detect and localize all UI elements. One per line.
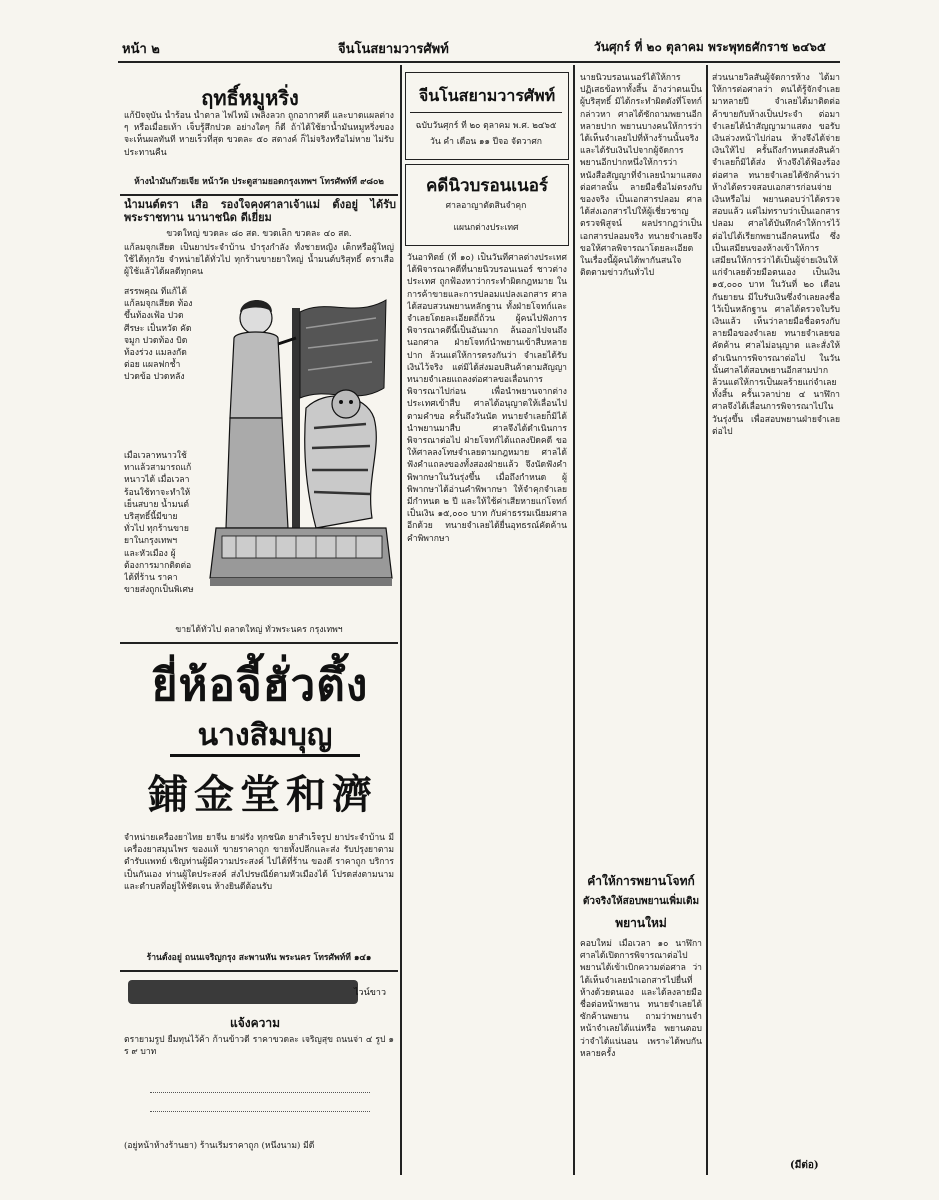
ad1-body: แก้ปัจจุบัน น้ำร้อน น้ำตาล ไฟไหม้ เพลิงลวก ถูกอากาศดี และบาดแผลต่าง ๆ หรือเมื่อยเท้า เจ็บรู้สึกปวด อย่างใดๆ ก็ดี ถ้าได้ใช้ยาน้ำมันหมูหริ่งของ จะเห็นผลทันที หายเร็วที่สุด ขวดละ ๕๐ สตางค์ ก็ไม่จริงหรือไม่หาย ไม่รับประทานคืน <box>124 111 394 158</box>
ad4-banner-label: ไวน์ขาว <box>354 988 386 998</box>
column-divider <box>706 65 708 1175</box>
article-title: คดีนิวบรอนเนอร์ <box>425 176 549 196</box>
ad2-body: แก้ลมจุกเสียด เป็นยาประจำบ้าน บำรุงกำลัง ทั้งชายหญิง เด็กหรือผู้ใหญ่ ใช้ได้ทุกวัย จำหน่ายได้ทั่วไป ทุกร้านขายยาใหญ่ น้ำมนต์บริสุทธิ์ ตราเสือ ผู้ใช้แล้วได้ผลดีทุกคน <box>124 243 394 278</box>
page-number: หน้า ๒ <box>122 42 160 57</box>
article-column-3-continued: คอบใหม่ เมื่อเวลา ๑๐ นาฬิกา ศาลได้เปิดการพิจารณาต่อไป พยานได้เข้าเบิกความต่อศาล ว่าได้เห็นจำเลยนำเอกสารไปยื่นที่ห้างด้วยตนเอง และได้ลงลายมือชื่อต่อหน้าพยาน ทนายจำเลยได้ซักค้านพยาน ถามว่าพยานจำหน้าจำเลยได้แน่หรือ พยานตอบว่าจำได้แน่นอน เพราะได้พบกันหลายครั้ง <box>580 939 702 1059</box>
divider-line <box>120 970 398 972</box>
article-sub: แผนกต่างประเทศ <box>453 223 519 233</box>
ad3-title: ยี่ห้อจี้ฮั่วตึ้ง <box>151 660 369 711</box>
article-column-3: นายนิวบรอนเนอร์ได้ให้การปฏิเสธข้อหาทั้งสิ้น อ้างว่าตนเป็นผู้บริสุทธิ์ มิได้กระทำผิดดังที่โจทก์กล่าวหา ศาลได้ซักถามพยานอีกหลายปาก พยานบางคนให้การว่า ได้เห็นจำเลยไปที่ห้างร้านนั้นจริง และได้รับเงินไปจากผู้จัดการ พยานอีกปากหนึ่งให้การว่า หนังสือสัญญาที่จำเลยนำมาแสดงต่อศาลนั้น ลายมือชื่อไม่ตรงกับของจริง เป็นเอกสารปลอม ศาลได้ส่งเอกสารไปให้ผู้เชี่ยวชาญตรวจพิสูจน์ ผลปรากฏว่าเป็นเอกสารปลอมจริง ทนายจำเลยจึงขอให้ศาลพิจารณาโดยละเอียด ในเรื่องนี้ผู้คนได้พากันสนใจติดตามข่าวกันทั่วไป <box>580 73 702 279</box>
article-column-4: ส่วนนายวิลสันผู้จัดการห้าง ได้มาให้การต่อศาลว่า ตนได้รู้จักจำเลยมาหลายปี จำเลยได้มาติดต่อค้าขายกับห้างเป็นประจำ ต่อมาจำเลยได้นำสัญญามาแสดง ขอรับเงินล่วงหน้าไปก่อน ห้างจึงได้จ่ายเงินให้ไป ครั้นถึงกำหนดส่งสินค้า จำเลยก็มิได้ส่ง ห้างจึงได้ฟ้องร้องต่อศาล ทนายจำเลยได้ซักค้านว่าห้างได้ตรวจสอบเอกสารก่อนจ่ายเงินหรือไม่ พยานตอบว่าได้ตรวจสอบแล้ว แต่ไม่ทราบว่าเป็นเอกสารปลอม ศาลได้บันทึกคำให้การไว้ ต่อไปได้เรียกพยานอีกคนหนึ่ง ซึ่งเป็นเสมียนของห้างเข้าให้การ เสมียนให้การว่าได้เป็นผู้จ่ายเงินให้แก่จำเลยด้วยมือตนเอง เป็นเงิน ๑๕,๐๐๐ บาท ในวันที่ ๒๐ เดือนกันยายน มีใบรับเงินซึ่งจำเลยลงชื่อไว้เป็นหลักฐาน ศาลได้ตรวจใบรับเงินแล้ว เห็นว่าลายมือชื่อตรงกับลายมือของจำเลย ทนายจำเลยขอคัดค้าน ศาลไม่อนุญาต และสั่งให้ดำเนินการพิจารณาต่อไป ในวันนั้นศาลได้สอบพยานอีกสามปาก ล้วนแต่ให้การเป็นผลร้ายแก่จำเลยทั้งสิ้น ครั้นเวลาบ่าย ๔ นาฬิกา ศาลจึงได้เลื่อนการพิจารณาไปในวันรุ่งขึ้น เพื่อสอบพยานฝ่ายจำเลยต่อไป <box>712 73 840 437</box>
ad4-footer: (อยู่หน้าห้างร้านยา) ร้านเริ่มราคาถูก (หนึ่งนาม) มีดี <box>124 1141 315 1151</box>
ad3-footer: ร้านตั้งอยู่ ถนนเจริญกรุง สะพานหัน พระนคร โทรศัพท์ที่ ๑๔๑ <box>146 953 372 963</box>
subsection-line-3: พยานใหม่ <box>615 916 667 930</box>
ad4-title: แจ้งความ <box>229 1016 281 1030</box>
masthead-issue-line: ฉบับวันศุกร์ ที่ ๒๐ ตุลาคม พ.ศ. ๒๔๖๕ <box>415 121 557 131</box>
illustration-below-text: เมื่อเวลาหนาวใช้ทาแล้วสามารถแก้หนาวได้ เมื่อเวลาร้อนใช้ทาจะทำให้เย็นสบาย น้ำมนต์บริสุทธิ์นี้มีขายทั่วไป ทุกร้านขายยาในกรุงเทพฯ และหัวเมือง ผู้ต้องการมากติดต่อได้ที่ร้าน ราคาขายส่งถูกเป็นพิเศษ <box>124 451 194 596</box>
masthead-rule <box>410 112 562 113</box>
column-divider <box>400 65 402 1175</box>
ad1-title: ฤทธิ์หมูหริ่ง <box>201 86 299 110</box>
illustration-list: สรรพคุณ ที่แก้ได้ แก้ลมจุกเสียด ท้องขึ้นท้องเฟ้อ ปวดศีรษะ เป็นหวัด คัดจมูก ปวดท้อง บิด ท้องร่วง แมลงกัดต่อย แผลฟกช้ำ ปวดข้อ ปวดหลัง <box>124 287 193 383</box>
illustration-caption: ขายได้ทั่วไป ตลาดใหญ่ ทั่วพระนคร กรุงเทพฯ <box>175 625 343 635</box>
date-line: วันศุกร์ ที่ ๒๐ ตุลาคม พระพุทธศักราช ๒๔๖๕ <box>594 40 826 54</box>
ad2-price: ขวดใหญ่ ขวดละ ๘๐ สต. ขวดเล็ก ขวดละ ๔๐ สต. <box>166 229 352 239</box>
article-column-2: วันอาทิตย์ (ที่ ๑๐) เป็นวันที่ศาลต่างประเทศ ได้พิจารณาคดีที่นายนิวบรอนเนอร์ ชาวต่างประเทศ ถูกฟ้องหาว่ากระทำผิดกฎหมาย ในการค้าขายและการปลอมแปลงเอกสาร ศาลได้สอบสวนพยานหลักฐาน ทั้งฝ่ายโจทก์และจำเลยโดยละเอียดถี่ถ้วน ผู้คนไปฟังการพิจารณาคดีนี้เป็นอันมาก ล้นออกไปจนถึงนอกศาล ฝ่ายโจทก์นำพยานเข้าสืบหลายปาก ล้วนแต่ให้การตรงกันว่า จำเลยได้รับเงินไว้จริง แต่มิได้ส่งมอบสินค้าตามสัญญา ทนายจำเลยแถลงต่อศาลขอเลื่อนการพิจารณาไปก่อน เพื่อนำพยานจากต่างประเทศเข้าสืบ ศาลได้อนุญาตให้เลื่อนไปตามคำขอ ครั้นถึงวันนัด ทนายจำเลยก็มิได้นำพยานมาสืบ ศาลจึงได้ดำเนินการพิจารณาต่อไป ฝ่ายโจทก์ได้แถลงปิดคดี ขอให้ศาลลงโทษจำเลยตามกฎหมาย ศาลได้ฟังคำแถลงของทั้งสองฝ่ายแล้ว จึงนัดฟังคำพิพากษาในวันรุ่งขึ้น เมื่อถึงกำหนด ผู้พิพากษาได้อ่านคำพิพากษา ให้จำคุกจำเลยมีกำหนด ๒ ปี และให้ใช้ค่าเสียหายแก่โจทก์เป็นเงิน ๑๕,๐๐๐ บาท กับค่าธรรมเนียมศาลอีกด้วย ทนายจำเลยได้ยื่นอุทธรณ์คัดค้านคำพิพากษา <box>407 253 567 544</box>
ad4-body: ตรายามรูป ยืมทุนไว้ค้า ก้านข้าวดี ราคาขวดละ เจริญสุข ถนนจ่า ๔ รูป ๑ ร ๙ บาท <box>124 1035 394 1058</box>
masthead-title: จีนโนสยามวารศัพท์ <box>418 86 556 105</box>
column-divider <box>573 65 575 1175</box>
ad4-banner <box>128 980 358 1004</box>
ad3-body: จำหน่ายเครื่องยาไทย ยาจีน ยาฝรั่ง ทุกชนิด ยาสำเร็จรูป ยาประจำบ้าน มีเครื่องยาสมุนไพร ของแท้ ขายราคาถูก ขายทั้งปลีกและส่ง รับปรุงยาตามตำรับแพทย์ เชิญท่านผู้มีความประสงค์ ไปได้ที่ร้าน ของดี ราคาถูก บริการเป็นกันเอง ท่านผู้ใดประสงค์ ส่งไปรษณีย์ตามหัวเมืองได้ โปรดส่งตามนามและตำบลที่อยู่ให้ชัดเจน ห้างยินดีต้อนรับ <box>124 833 394 892</box>
header-rule <box>118 61 840 63</box>
article-byline: ศาลอาญาตัดสินจำคุก <box>445 201 527 211</box>
divider-line <box>120 642 398 644</box>
ad1-footer: ห้างน้ำมันก๊วยเจีย หน้าวัด ประตูสามยอดกรุงเทพฯ โทรศัพท์ที่ ๙๘๐๒ <box>134 177 384 187</box>
subsection-title: คำให้การพยานโจทก์ <box>587 874 695 888</box>
ad3-chinese-name: 鋪金堂和濟 <box>148 772 378 818</box>
subsection-line-2: ตัวจริงให้สอบพยานเพิ่มเติม <box>582 896 700 907</box>
ad3-subtitle: นางสิมบุญ <box>170 718 360 757</box>
ad2-title: น้ำมนต์ตรา เสือ รองใจคงศาลาเจ้าแม่ ตั้งอยู่ ได้รับพระราชทาน นานาชนิด ดีเยี่ยม <box>124 198 396 224</box>
ad4-dotted-lines <box>150 1080 370 1130</box>
masthead-sub-line: วัน ค่ำ เดือน ๑๑ ปีจอ จัตวาศก <box>430 137 542 147</box>
divider-line <box>120 194 398 196</box>
continued-note: (มีต่อ) <box>790 1160 819 1171</box>
woman-with-tiger-illustration <box>196 278 396 618</box>
paper-name-header: จีนโนสยามวารศัพท์ <box>338 42 449 57</box>
